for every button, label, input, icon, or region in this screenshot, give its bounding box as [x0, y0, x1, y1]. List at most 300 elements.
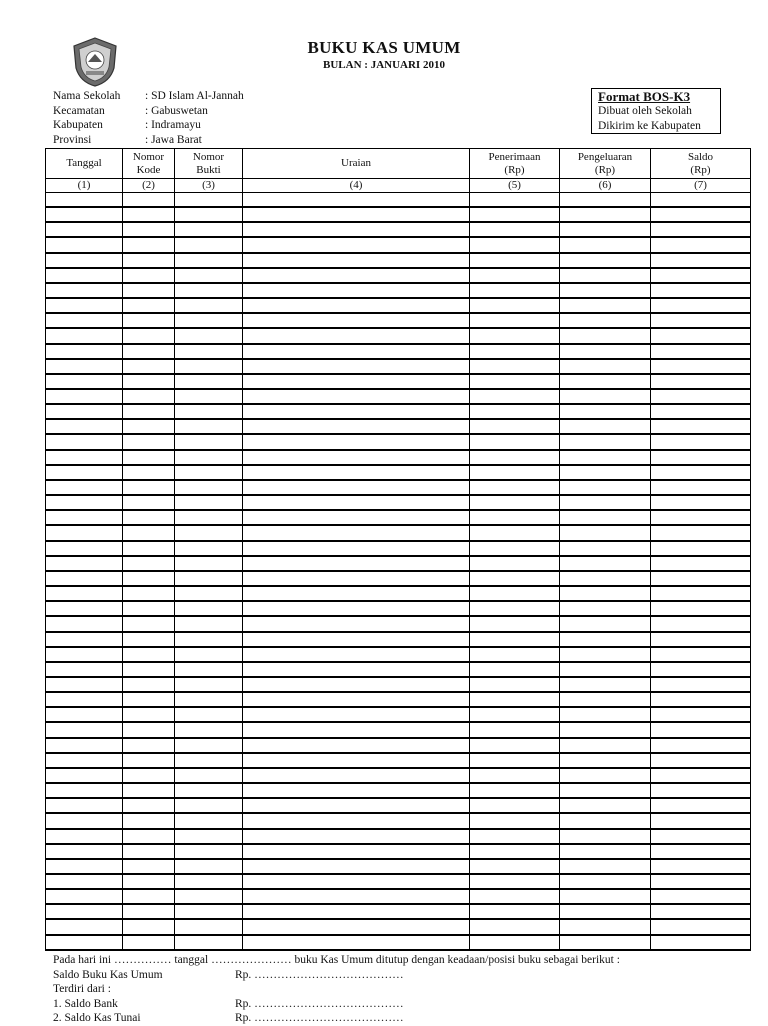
table-cell[interactable] [560, 632, 651, 647]
table-cell[interactable] [175, 556, 243, 571]
table-cell[interactable] [470, 450, 560, 465]
table-cell[interactable] [651, 571, 751, 586]
table-cell[interactable] [470, 268, 560, 283]
table-cell[interactable] [651, 465, 751, 480]
table-cell[interactable] [470, 344, 560, 359]
table-cell[interactable] [46, 571, 123, 586]
table-cell[interactable] [651, 389, 751, 404]
table-cell[interactable] [560, 829, 651, 844]
table-cell[interactable] [243, 798, 470, 813]
table-cell[interactable] [175, 813, 243, 828]
table-cell[interactable] [243, 768, 470, 783]
table-cell[interactable] [560, 874, 651, 889]
table-cell[interactable] [175, 465, 243, 480]
table-cell[interactable] [175, 434, 243, 449]
table-cell[interactable] [560, 359, 651, 374]
table-cell[interactable] [651, 692, 751, 707]
table-cell[interactable] [470, 510, 560, 525]
table-cell[interactable] [46, 541, 123, 556]
table-cell[interactable] [175, 541, 243, 556]
table-cell[interactable] [651, 768, 751, 783]
table-cell[interactable] [243, 222, 470, 237]
table-cell[interactable] [123, 738, 175, 753]
table-cell[interactable] [46, 222, 123, 237]
table-cell[interactable] [651, 450, 751, 465]
table-cell[interactable] [123, 859, 175, 874]
table-cell[interactable] [175, 328, 243, 343]
table-cell[interactable] [560, 738, 651, 753]
table-cell[interactable] [175, 571, 243, 586]
table-cell[interactable] [123, 616, 175, 631]
table-cell[interactable] [651, 722, 751, 737]
table-cell[interactable] [123, 874, 175, 889]
table-cell[interactable] [560, 313, 651, 328]
table-cell[interactable] [243, 450, 470, 465]
table-cell[interactable] [470, 874, 560, 889]
table-cell[interactable] [175, 844, 243, 859]
table-cell[interactable] [175, 525, 243, 540]
table-cell[interactable] [470, 859, 560, 874]
table-cell[interactable] [46, 419, 123, 434]
table-cell[interactable] [175, 480, 243, 495]
table-cell[interactable] [175, 450, 243, 465]
table-cell[interactable] [46, 707, 123, 722]
table-cell[interactable] [175, 874, 243, 889]
table-cell[interactable] [46, 692, 123, 707]
table-cell[interactable] [243, 601, 470, 616]
table-cell[interactable] [560, 434, 651, 449]
table-cell[interactable] [175, 904, 243, 919]
table-cell[interactable] [651, 874, 751, 889]
table-cell[interactable] [243, 465, 470, 480]
table-cell[interactable] [123, 207, 175, 222]
table-cell[interactable] [123, 359, 175, 374]
table-cell[interactable] [46, 813, 123, 828]
table-cell[interactable] [46, 434, 123, 449]
table-cell[interactable] [651, 662, 751, 677]
table-cell[interactable] [123, 813, 175, 828]
table-cell[interactable] [470, 707, 560, 722]
table-cell[interactable] [470, 692, 560, 707]
table-cell[interactable] [175, 738, 243, 753]
table-cell[interactable] [123, 465, 175, 480]
table-cell[interactable] [560, 601, 651, 616]
table-cell[interactable] [560, 525, 651, 540]
table-cell[interactable] [651, 616, 751, 631]
table-cell[interactable] [123, 404, 175, 419]
table-cell[interactable] [243, 677, 470, 692]
table-cell[interactable] [175, 601, 243, 616]
table-cell[interactable] [651, 935, 751, 950]
table-cell[interactable] [651, 344, 751, 359]
table-cell[interactable] [175, 344, 243, 359]
table-cell[interactable] [243, 889, 470, 904]
table-cell[interactable] [123, 753, 175, 768]
table-cell[interactable] [243, 738, 470, 753]
table-cell[interactable] [470, 389, 560, 404]
table-cell[interactable] [560, 707, 651, 722]
table-cell[interactable] [123, 237, 175, 252]
table-cell[interactable] [243, 632, 470, 647]
table-cell[interactable] [470, 935, 560, 950]
table-cell[interactable] [560, 344, 651, 359]
table-cell[interactable] [123, 298, 175, 313]
table-cell[interactable] [470, 495, 560, 510]
table-cell[interactable] [46, 207, 123, 222]
table-cell[interactable] [175, 783, 243, 798]
table-cell[interactable] [243, 283, 470, 298]
table-cell[interactable] [46, 829, 123, 844]
table-cell[interactable] [243, 556, 470, 571]
table-cell[interactable] [175, 692, 243, 707]
table-cell[interactable] [123, 601, 175, 616]
table-cell[interactable] [560, 193, 651, 208]
table-cell[interactable] [560, 298, 651, 313]
table-cell[interactable] [560, 586, 651, 601]
table-cell[interactable] [123, 722, 175, 737]
table-cell[interactable] [46, 359, 123, 374]
table-cell[interactable] [175, 404, 243, 419]
table-cell[interactable] [560, 798, 651, 813]
table-cell[interactable] [243, 268, 470, 283]
table-cell[interactable] [46, 328, 123, 343]
table-cell[interactable] [175, 268, 243, 283]
table-cell[interactable] [651, 193, 751, 208]
table-cell[interactable] [243, 525, 470, 540]
table-cell[interactable] [651, 829, 751, 844]
table-cell[interactable] [470, 313, 560, 328]
table-cell[interactable] [123, 692, 175, 707]
table-cell[interactable] [651, 298, 751, 313]
table-cell[interactable] [243, 707, 470, 722]
table-cell[interactable] [560, 222, 651, 237]
table-cell[interactable] [651, 586, 751, 601]
table-cell[interactable] [46, 616, 123, 631]
table-cell[interactable] [560, 207, 651, 222]
table-cell[interactable] [470, 919, 560, 934]
table-cell[interactable] [470, 525, 560, 540]
table-cell[interactable] [123, 662, 175, 677]
table-cell[interactable] [470, 904, 560, 919]
table-cell[interactable] [123, 844, 175, 859]
table-cell[interactable] [470, 237, 560, 252]
table-cell[interactable] [560, 450, 651, 465]
table-cell[interactable] [46, 480, 123, 495]
table-cell[interactable] [46, 344, 123, 359]
table-cell[interactable] [470, 722, 560, 737]
table-cell[interactable] [123, 283, 175, 298]
table-cell[interactable] [243, 480, 470, 495]
table-cell[interactable] [175, 193, 243, 208]
table-cell[interactable] [175, 253, 243, 268]
table-cell[interactable] [46, 586, 123, 601]
table-cell[interactable] [560, 253, 651, 268]
table-cell[interactable] [560, 389, 651, 404]
table-cell[interactable] [470, 783, 560, 798]
table-cell[interactable] [470, 616, 560, 631]
table-cell[interactable] [651, 707, 751, 722]
table-cell[interactable] [243, 692, 470, 707]
table-cell[interactable] [46, 450, 123, 465]
table-cell[interactable] [123, 677, 175, 692]
table-cell[interactable] [470, 647, 560, 662]
table-cell[interactable] [46, 647, 123, 662]
table-cell[interactable] [560, 374, 651, 389]
table-cell[interactable] [46, 374, 123, 389]
table-cell[interactable] [175, 283, 243, 298]
table-cell[interactable] [243, 586, 470, 601]
table-cell[interactable] [123, 495, 175, 510]
table-cell[interactable] [243, 859, 470, 874]
table-cell[interactable] [243, 919, 470, 934]
table-cell[interactable] [243, 813, 470, 828]
table-cell[interactable] [560, 859, 651, 874]
table-cell[interactable] [123, 193, 175, 208]
table-cell[interactable] [651, 632, 751, 647]
table-cell[interactable] [243, 541, 470, 556]
table-cell[interactable] [560, 268, 651, 283]
table-cell[interactable] [46, 783, 123, 798]
table-cell[interactable] [175, 829, 243, 844]
table-cell[interactable] [470, 738, 560, 753]
table-cell[interactable] [175, 298, 243, 313]
table-cell[interactable] [46, 738, 123, 753]
table-cell[interactable] [651, 647, 751, 662]
table-cell[interactable] [560, 768, 651, 783]
table-cell[interactable] [123, 889, 175, 904]
table-cell[interactable] [46, 298, 123, 313]
table-cell[interactable] [175, 495, 243, 510]
table-cell[interactable] [123, 253, 175, 268]
table-cell[interactable] [46, 722, 123, 737]
table-cell[interactable] [651, 313, 751, 328]
table-cell[interactable] [243, 328, 470, 343]
table-cell[interactable] [651, 359, 751, 374]
table-cell[interactable] [175, 419, 243, 434]
table-cell[interactable] [560, 813, 651, 828]
table-cell[interactable] [560, 480, 651, 495]
table-cell[interactable] [243, 722, 470, 737]
table-cell[interactable] [560, 556, 651, 571]
table-cell[interactable] [175, 389, 243, 404]
table-cell[interactable] [651, 283, 751, 298]
table-cell[interactable] [470, 283, 560, 298]
table-cell[interactable] [560, 935, 651, 950]
table-cell[interactable] [243, 662, 470, 677]
table-cell[interactable] [123, 328, 175, 343]
table-cell[interactable] [651, 738, 751, 753]
table-cell[interactable] [123, 344, 175, 359]
table-cell[interactable] [560, 889, 651, 904]
table-cell[interactable] [651, 268, 751, 283]
table-cell[interactable] [123, 525, 175, 540]
table-cell[interactable] [243, 237, 470, 252]
table-cell[interactable] [243, 783, 470, 798]
table-cell[interactable] [651, 222, 751, 237]
table-cell[interactable] [123, 586, 175, 601]
table-cell[interactable] [651, 844, 751, 859]
table-cell[interactable] [123, 313, 175, 328]
table-cell[interactable] [123, 480, 175, 495]
table-cell[interactable] [560, 571, 651, 586]
table-cell[interactable] [651, 541, 751, 556]
table-cell[interactable] [46, 889, 123, 904]
table-cell[interactable] [470, 586, 560, 601]
table-cell[interactable] [46, 465, 123, 480]
table-cell[interactable] [651, 889, 751, 904]
table-cell[interactable] [123, 374, 175, 389]
table-cell[interactable] [123, 510, 175, 525]
table-cell[interactable] [46, 768, 123, 783]
table-cell[interactable] [470, 253, 560, 268]
table-cell[interactable] [243, 419, 470, 434]
table-cell[interactable] [243, 616, 470, 631]
table-cell[interactable] [175, 935, 243, 950]
table-cell[interactable] [243, 313, 470, 328]
table-cell[interactable] [560, 677, 651, 692]
table-cell[interactable] [175, 586, 243, 601]
table-cell[interactable] [651, 374, 751, 389]
table-cell[interactable] [560, 722, 651, 737]
table-cell[interactable] [175, 359, 243, 374]
table-cell[interactable] [470, 541, 560, 556]
table-cell[interactable] [651, 237, 751, 252]
table-cell[interactable] [243, 193, 470, 208]
table-cell[interactable] [560, 904, 651, 919]
table-cell[interactable] [470, 556, 560, 571]
table-cell[interactable] [175, 722, 243, 737]
table-cell[interactable] [470, 844, 560, 859]
table-cell[interactable] [46, 859, 123, 874]
table-cell[interactable] [46, 601, 123, 616]
table-cell[interactable] [243, 298, 470, 313]
table-cell[interactable] [175, 374, 243, 389]
table-cell[interactable] [560, 283, 651, 298]
table-cell[interactable] [470, 207, 560, 222]
table-cell[interactable] [243, 374, 470, 389]
table-cell[interactable] [651, 904, 751, 919]
table-cell[interactable] [560, 328, 651, 343]
table-cell[interactable] [46, 237, 123, 252]
table-cell[interactable] [470, 829, 560, 844]
table-cell[interactable] [175, 677, 243, 692]
table-cell[interactable] [651, 753, 751, 768]
table-cell[interactable] [46, 904, 123, 919]
table-cell[interactable] [46, 495, 123, 510]
table-cell[interactable] [560, 647, 651, 662]
table-cell[interactable] [470, 889, 560, 904]
table-cell[interactable] [175, 768, 243, 783]
table-cell[interactable] [651, 510, 751, 525]
table-cell[interactable] [560, 510, 651, 525]
table-cell[interactable] [470, 419, 560, 434]
table-cell[interactable] [470, 222, 560, 237]
table-cell[interactable] [651, 480, 751, 495]
table-cell[interactable] [560, 783, 651, 798]
table-cell[interactable] [243, 829, 470, 844]
table-cell[interactable] [651, 404, 751, 419]
table-cell[interactable] [46, 510, 123, 525]
table-cell[interactable] [470, 434, 560, 449]
table-cell[interactable] [651, 419, 751, 434]
table-cell[interactable] [470, 193, 560, 208]
table-cell[interactable] [46, 677, 123, 692]
table-cell[interactable] [560, 844, 651, 859]
table-cell[interactable] [243, 253, 470, 268]
table-cell[interactable] [123, 419, 175, 434]
table-cell[interactable] [470, 677, 560, 692]
table-cell[interactable] [123, 783, 175, 798]
table-cell[interactable] [651, 207, 751, 222]
table-cell[interactable] [470, 298, 560, 313]
table-cell[interactable] [651, 677, 751, 692]
table-cell[interactable] [243, 647, 470, 662]
table-cell[interactable] [651, 556, 751, 571]
table-cell[interactable] [651, 798, 751, 813]
table-cell[interactable] [470, 768, 560, 783]
table-cell[interactable] [470, 359, 560, 374]
table-cell[interactable] [46, 753, 123, 768]
table-cell[interactable] [46, 798, 123, 813]
table-cell[interactable] [560, 237, 651, 252]
table-cell[interactable] [243, 434, 470, 449]
table-cell[interactable] [123, 768, 175, 783]
table-cell[interactable] [560, 616, 651, 631]
table-cell[interactable] [651, 525, 751, 540]
table-cell[interactable] [470, 813, 560, 828]
table-cell[interactable] [560, 919, 651, 934]
table-cell[interactable] [470, 798, 560, 813]
table-cell[interactable] [560, 662, 651, 677]
table-cell[interactable] [123, 389, 175, 404]
table-cell[interactable] [175, 647, 243, 662]
table-cell[interactable] [243, 404, 470, 419]
table-cell[interactable] [651, 859, 751, 874]
table-cell[interactable] [46, 193, 123, 208]
table-cell[interactable] [470, 571, 560, 586]
table-cell[interactable] [470, 662, 560, 677]
table-cell[interactable] [243, 359, 470, 374]
table-cell[interactable] [46, 844, 123, 859]
table-cell[interactable] [560, 465, 651, 480]
table-cell[interactable] [243, 904, 470, 919]
table-cell[interactable] [560, 419, 651, 434]
table-cell[interactable] [651, 919, 751, 934]
table-cell[interactable] [560, 692, 651, 707]
table-cell[interactable] [123, 919, 175, 934]
table-cell[interactable] [651, 434, 751, 449]
table-cell[interactable] [470, 465, 560, 480]
table-cell[interactable] [560, 753, 651, 768]
table-cell[interactable] [46, 556, 123, 571]
table-cell[interactable] [243, 571, 470, 586]
table-cell[interactable] [46, 874, 123, 889]
table-cell[interactable] [175, 889, 243, 904]
table-cell[interactable] [470, 480, 560, 495]
table-cell[interactable] [123, 647, 175, 662]
table-cell[interactable] [560, 404, 651, 419]
table-cell[interactable] [175, 919, 243, 934]
table-cell[interactable] [175, 222, 243, 237]
table-cell[interactable] [123, 450, 175, 465]
table-cell[interactable] [46, 389, 123, 404]
table-cell[interactable] [175, 237, 243, 252]
table-cell[interactable] [651, 495, 751, 510]
table-cell[interactable] [243, 207, 470, 222]
table-cell[interactable] [123, 829, 175, 844]
table-cell[interactable] [123, 798, 175, 813]
table-cell[interactable] [123, 571, 175, 586]
